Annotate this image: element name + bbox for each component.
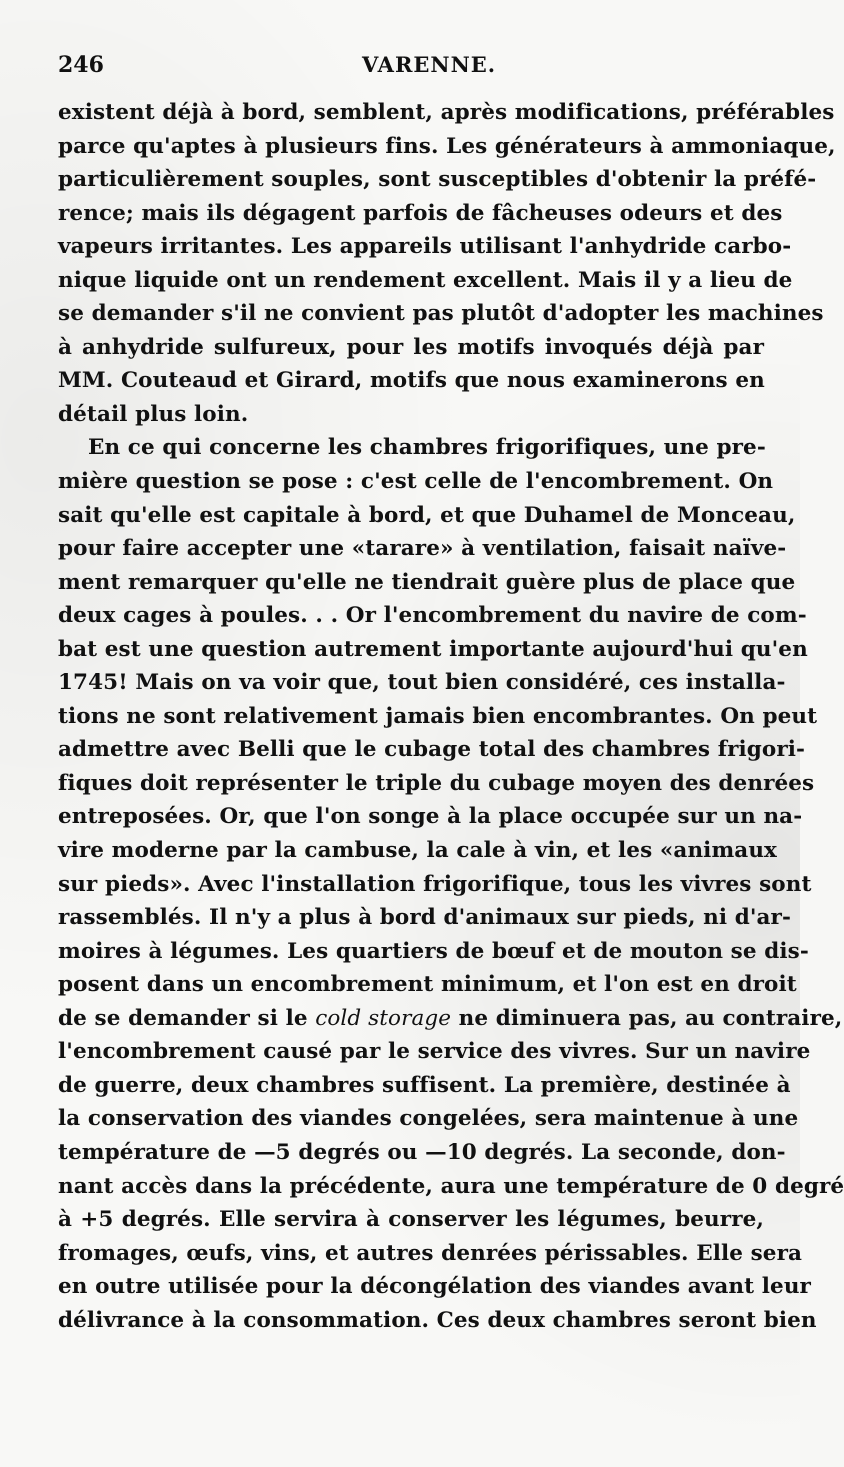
text-line: nique liquide ont un rendement excellent. Mais il y a lieu de (58, 267, 793, 293)
text-line: l'encombrement causé par le service des vivres. Sur un navire (58, 1039, 811, 1065)
text-line: pour faire accepter une «tarare» à ventilation, faisait naïve- (58, 536, 787, 562)
text-line: parce qu'aptes à plusieurs fins. Les générateurs à ammoniaque, (58, 133, 836, 159)
text-line: sait qu'elle est capitale à bord, et que Duhamel de Monceau, (58, 502, 796, 528)
text-line: nant accès dans la précédente, aura une température de 0 degré (58, 1173, 844, 1199)
text-line: se demander s'il ne convient pas plutôt d'adopter les machines (58, 301, 824, 327)
text-line: tions ne sont relativement jamais bien encombrantes. On peut (58, 703, 818, 729)
text-line: posent dans un encombrement minimum, et l'on est en droit (58, 972, 797, 998)
text-line: la conservation des viandes congelées, sera maintenue à une (58, 1106, 799, 1132)
text-line: deux cages à poules. . . Or l'encombrement du navire de com- (58, 603, 807, 629)
text-line: rassemblés. Il n'y a plus à bord d'animaux sur pieds, ni d'ar- (58, 905, 792, 931)
text-line: vire moderne par la cambuse, la cale à vin, et les «animaux (58, 838, 777, 864)
text-line: entreposées. Or, que l'on songe à la place occupée sur un na- (58, 804, 803, 830)
text-line: ment remarquer qu'elle ne tiendrait guère plus de place que (58, 569, 796, 595)
text-line: sur pieds». Avec l'installation frigorifique, tous les vivres sont (58, 871, 812, 897)
text-line: de guerre, deux chambres suffisent. La première, destinée à (58, 1072, 791, 1098)
text-line: délivrance à la consommation. Ces deux chambres seront bien (58, 1307, 817, 1333)
text-line: détail plus loin. (58, 401, 249, 427)
running-head: VARENNE. (362, 52, 497, 77)
text-line: moires à légumes. Les quartiers de bœuf et de mouton se dis- (58, 938, 809, 964)
text-line: 1745! Mais on va voir que, tout bien considéré, ces installa- (58, 670, 786, 696)
text-line: vapeurs irritantes. Les appareils utilisant l'anhydride carbo- (58, 234, 792, 260)
page-number: 246 (58, 52, 104, 78)
text-line: mière question se pose : c'est celle de l'encombrement. On (58, 469, 774, 495)
body-text (58, 96, 844, 1337)
text-line: à anhydride sulfureux, pour les motifs invoqués déjà par (58, 334, 764, 360)
paragraph-start-line: En ce qui concerne les chambres frigorifiques, une pre- (88, 435, 766, 461)
text-line: bat est une question autrement importante aujourd'hui qu'en (58, 636, 808, 662)
text-line: MM. Couteaud et Girard, motifs que nous examinerons en (58, 368, 765, 394)
page-header (58, 52, 758, 88)
text-line: à +5 degrés. Elle servira à conserver les légumes, beurre, (58, 1207, 764, 1233)
text-line: rence; mais ils dégagent parfois de fâcheuses odeurs et des (58, 200, 783, 226)
italic-term: cold storage (315, 1005, 452, 1031)
text-line: fiques doit représenter le triple du cubage moyen des denrées (58, 770, 815, 796)
text-line: existent déjà à bord, semblent, après modifications, préférables (58, 100, 835, 125)
text-line: admettre avec Belli que le cubage total des chambres frigori- (58, 737, 806, 763)
text-line-with-italic (58, 1002, 843, 1036)
text-line: en outre utilisée pour la décongélation des viandes avant leur (58, 1274, 811, 1300)
line-start: de se demander si le (58, 1005, 308, 1031)
text-line: fromages, œufs, vins, et autres denrées périssables. Elle sera (58, 1240, 803, 1266)
text-line: particulièrement souples, sont susceptibles d'obtenir la préfé- (58, 167, 817, 193)
line-end: ne diminuera pas, au contraire, (458, 1005, 843, 1031)
text-line: température de —5 degrés ou —10 degrés. La seconde, don- (58, 1139, 786, 1165)
